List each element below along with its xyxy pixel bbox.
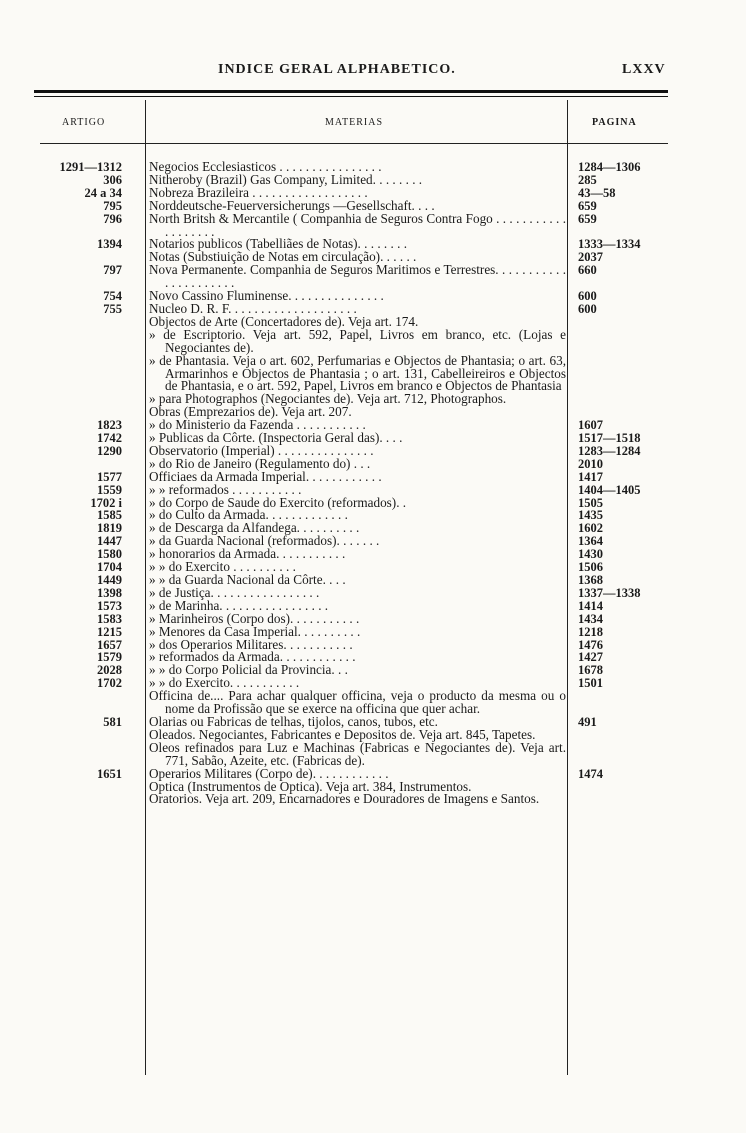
entry-materia: » » do Exercito . . . . . . . . . .: [149, 559, 296, 575]
entry-artigo: 1702 i: [90, 495, 122, 510]
entry-materia: Norddeutsche-Feuerversicherungs —Gesellschaft. . . .: [149, 197, 435, 213]
entry-artigo: 24 a 34: [84, 185, 122, 200]
entry-pagina: 1607: [578, 418, 603, 433]
index-entry: [0, 574, 746, 587]
entry-materia: » de Escriptorio. Veja art. 592, Papel, Livros em branco, etc. (Lojas e Negociantes de).: [149, 326, 566, 355]
page-header: [0, 62, 746, 82]
index-entry: [0, 623, 746, 639]
entry-pagina: 1435: [578, 508, 603, 523]
entry-pagina: 659: [578, 211, 597, 226]
entry-materia: Operarios Militares (Corpo de). . . . . . . . . . . .: [149, 765, 389, 781]
index-entry: [0, 690, 746, 716]
entry-artigo: 1449: [97, 573, 122, 587]
entry-pagina: 660: [578, 263, 597, 278]
entry-materia: Nucleo D. R. F. . . . . . . . . . . . . . . . . . . .: [149, 300, 357, 316]
entry-pagina: 285: [578, 172, 597, 187]
entry-pagina: 1434: [578, 611, 603, 626]
entry-artigo: 1394: [97, 237, 122, 252]
entry-artigo: 754: [103, 289, 122, 304]
entry-pagina: 1505: [578, 495, 603, 510]
entry-pagina: 659: [578, 198, 597, 213]
entry-materia: » » da Guarda Nacional da Côrte. . . .: [149, 572, 346, 587]
entry-pagina: 1427: [578, 650, 603, 665]
entry-pagina: 1404—1405: [578, 482, 641, 497]
column-header-artigo: ARTIGO: [62, 117, 106, 128]
index-entry: [0, 326, 746, 355]
column-header-pagina: PAGINA: [592, 117, 637, 128]
index-entry: [0, 210, 746, 239]
column-header-rule: [40, 143, 668, 144]
entry-materia: » honorarios da Armada. . . . . . . . . . .: [149, 546, 346, 562]
entry-materia: Nova Permanente. Companhia de Seguros Maritimos e Terrestres. . . . . . . . . . . . . . . . . . . . . .: [149, 262, 566, 291]
entry-pagina: 1364: [578, 534, 603, 549]
entry-materia: Optica (Instrumentos de Optica). Veja art. 384, Instrumentos.: [149, 778, 472, 794]
entry-materia: Nobreza Brazileira . . . . . . . . . . . . . . . . . .: [149, 184, 368, 200]
entry-materia: Olarias ou Fabricas de telhas, tijolos, canos, tubos, etc.: [149, 713, 438, 729]
entry-pagina: 1417: [578, 469, 603, 484]
entry-artigo: 2028: [97, 663, 122, 678]
entry-pagina: 1333—1334: [578, 237, 641, 252]
entry-materia: » do Ministerio da Fazenda . . . . . . . . . . .: [149, 417, 366, 433]
index-entry: [0, 739, 746, 768]
entry-materia: » » do Exercito. . . . . . . . . . .: [149, 675, 300, 691]
entry-materia: Notas (Substiuição de Notas em circulação). . . . . .: [149, 249, 417, 265]
entry-artigo: 755: [103, 301, 122, 316]
entry-artigo: 1651: [97, 766, 122, 781]
entry-materia: Oleados. Negociantes, Fabricantes e Depositos de. Veja art. 845, Tapetes.: [149, 726, 536, 742]
entry-materia: » da Guarda Nacional (reformados). . . . . . .: [149, 533, 380, 549]
entry-materia: » do Rio de Janeiro (Regulamento do) . . .: [149, 455, 371, 471]
entry-pagina: 1501: [578, 676, 603, 691]
entry-pagina: 1517—1518: [578, 431, 641, 446]
entry-materia: Novo Cassino Fluminense. . . . . . . . . . . . . . .: [149, 288, 384, 304]
index-entry: [0, 171, 746, 187]
entry-materia: Obras (Emprezarios de). Veja art. 207.: [149, 404, 352, 420]
entry-artigo: 1657: [97, 637, 122, 652]
page-title: INDICE GERAL ALPHABETICO.: [218, 62, 456, 77]
entry-artigo: 306: [103, 172, 122, 187]
entry-pagina: 1337—1338: [578, 585, 641, 600]
entry-artigo: 1823: [97, 418, 122, 433]
index-entry: [0, 352, 746, 394]
entry-materia: » dos Operarios Militares. . . . . . . . . . .: [149, 636, 353, 652]
entry-artigo: 1573: [97, 598, 122, 613]
index-entry: [0, 793, 746, 806]
entry-materia: Notarios publicos (Tabelliães de Notas). . . . . . . .: [149, 236, 408, 252]
entry-pagina: 43—58: [578, 185, 616, 200]
entry-artigo: 795: [103, 198, 122, 213]
entry-materia: » do Corpo de Saude do Exercito (reformados). .: [149, 494, 407, 510]
entry-artigo: 1215: [97, 624, 122, 639]
entry-materia: Objectos de Arte (Concertadores de). Veja art. 174.: [149, 313, 419, 329]
index-entry: [0, 264, 746, 290]
entry-pagina: 1474: [578, 766, 603, 781]
entry-pagina: 2037: [578, 250, 603, 265]
entry-pagina: 1284—1306: [578, 160, 641, 174]
entry-pagina: 1602: [578, 521, 603, 536]
entry-artigo: 1559: [97, 482, 122, 497]
entry-materia: » reformados da Armada. . . . . . . . . . . .: [149, 649, 356, 665]
entry-materia: Officiaes da Armada Imperial. . . . . . . . . . . .: [149, 468, 382, 484]
entry-materia: Nitheroby (Brazil) Gas Company, Limited. . . . . . . .: [149, 171, 423, 187]
entry-pagina: 1218: [578, 624, 603, 639]
entry-materia: » » reformados . . . . . . . . . . .: [149, 481, 302, 497]
entry-pagina: 600: [578, 301, 597, 316]
entry-materia: » de Descarga da Alfandega. . . . . . . . . .: [149, 520, 360, 536]
index-entry: [0, 584, 746, 600]
entry-pagina: 1283—1284: [578, 443, 641, 458]
page-number: LXXV: [622, 62, 666, 77]
entry-pagina: 1678: [578, 663, 603, 678]
entry-materia: Officina de.... Para achar qualquer officina, veja o producto da mesma ou o nome da Profissão que se exerce na officina que quer achar.: [149, 688, 566, 717]
entry-pagina: 491: [578, 714, 597, 729]
entry-artigo: 1583: [97, 611, 122, 626]
entry-pagina: 1506: [578, 560, 603, 575]
entry-pagina: 1430: [578, 547, 603, 562]
entry-materia: North Britsh & Mercantile ( Companhia de Seguros Contra Fogo . . . . . . . . . . . . . . . . . . .: [149, 210, 566, 239]
entry-artigo: 1579: [97, 650, 122, 665]
header-rule-thick: [34, 90, 668, 93]
index-entry: [0, 468, 746, 484]
entry-artigo: 1704: [97, 560, 122, 575]
entry-materia: » do Culto da Armada. . . . . . . . . . . . .: [149, 507, 348, 523]
entry-pagina: 1368: [578, 573, 603, 587]
entry-artigo: 1447: [97, 534, 122, 549]
index-entry: [0, 610, 746, 626]
entry-materia: Observatorio (Imperial) . . . . . . . . . . . . . . .: [149, 442, 374, 458]
entry-pagina: 1414: [578, 598, 603, 613]
index-entry: [0, 393, 746, 406]
header-rule-thin: [34, 96, 668, 97]
entry-artigo: 1819: [97, 521, 122, 536]
entry-artigo: 1580: [97, 547, 122, 562]
entry-artigo: 797: [103, 263, 122, 278]
entry-materia: » Menores da Casa Imperial. . . . . . . . . .: [149, 623, 361, 639]
entry-materia: » de Justiça. . . . . . . . . . . . . . . . .: [149, 584, 320, 600]
index-entries: [0, 161, 746, 806]
entry-materia: » Marinheiros (Corpo dos). . . . . . . . . . .: [149, 610, 360, 626]
index-entry: [0, 597, 746, 613]
entry-artigo: 1742: [97, 431, 122, 446]
entry-pagina: 2010: [578, 456, 603, 471]
entry-materia: » Publicas da Côrte. (Inspectoria Geral das). . . .: [149, 430, 403, 446]
entry-artigo: 581: [103, 714, 122, 729]
column-header-materias: MATERIAS: [325, 117, 384, 128]
entry-materia: » de Phantasia. Veja o art. 602, Perfumarias e Objectos de Phantasia; o art. 63, Armarinhos e Objectos de Phantasia ; o art. 131, Cabelleireiros e Objectos de Phantasia, e o art. 592, Papel, Livros em branco e Objectos de Phantasia: [149, 352, 566, 394]
entry-artigo: 1585: [97, 508, 122, 523]
entry-materia: Oleos refinados para Luz e Machinas (Fabricas e Negociantes de). Veja art. 771, Sabão, Azeite, etc. (Fabricas de).: [149, 739, 566, 768]
entry-materia: » » do Corpo Policial da Provincia. . .: [149, 662, 348, 678]
entry-materia: » para Photographos (Negociantes de). Veja art. 712, Photographos.: [149, 391, 507, 407]
entry-materia: Negocios Ecclesiasticos . . . . . . . . . . . . . . . .: [149, 159, 382, 174]
entry-artigo: 1291—1312: [59, 160, 122, 174]
entry-pagina: 600: [578, 289, 597, 304]
entry-artigo: 796: [103, 211, 122, 226]
entry-artigo: 1577: [97, 469, 122, 484]
entry-artigo: 1290: [97, 443, 122, 458]
entry-artigo: 1398: [97, 585, 122, 600]
entry-pagina: 1476: [578, 637, 603, 652]
index-entry: [0, 442, 746, 458]
entry-materia: Oratorios. Veja art. 209, Encarnadores e Douradores de Imagens e Santos.: [149, 791, 540, 807]
entry-materia: » de Marinha. . . . . . . . . . . . . . . . .: [149, 597, 329, 613]
entry-artigo: 1702: [97, 676, 122, 691]
